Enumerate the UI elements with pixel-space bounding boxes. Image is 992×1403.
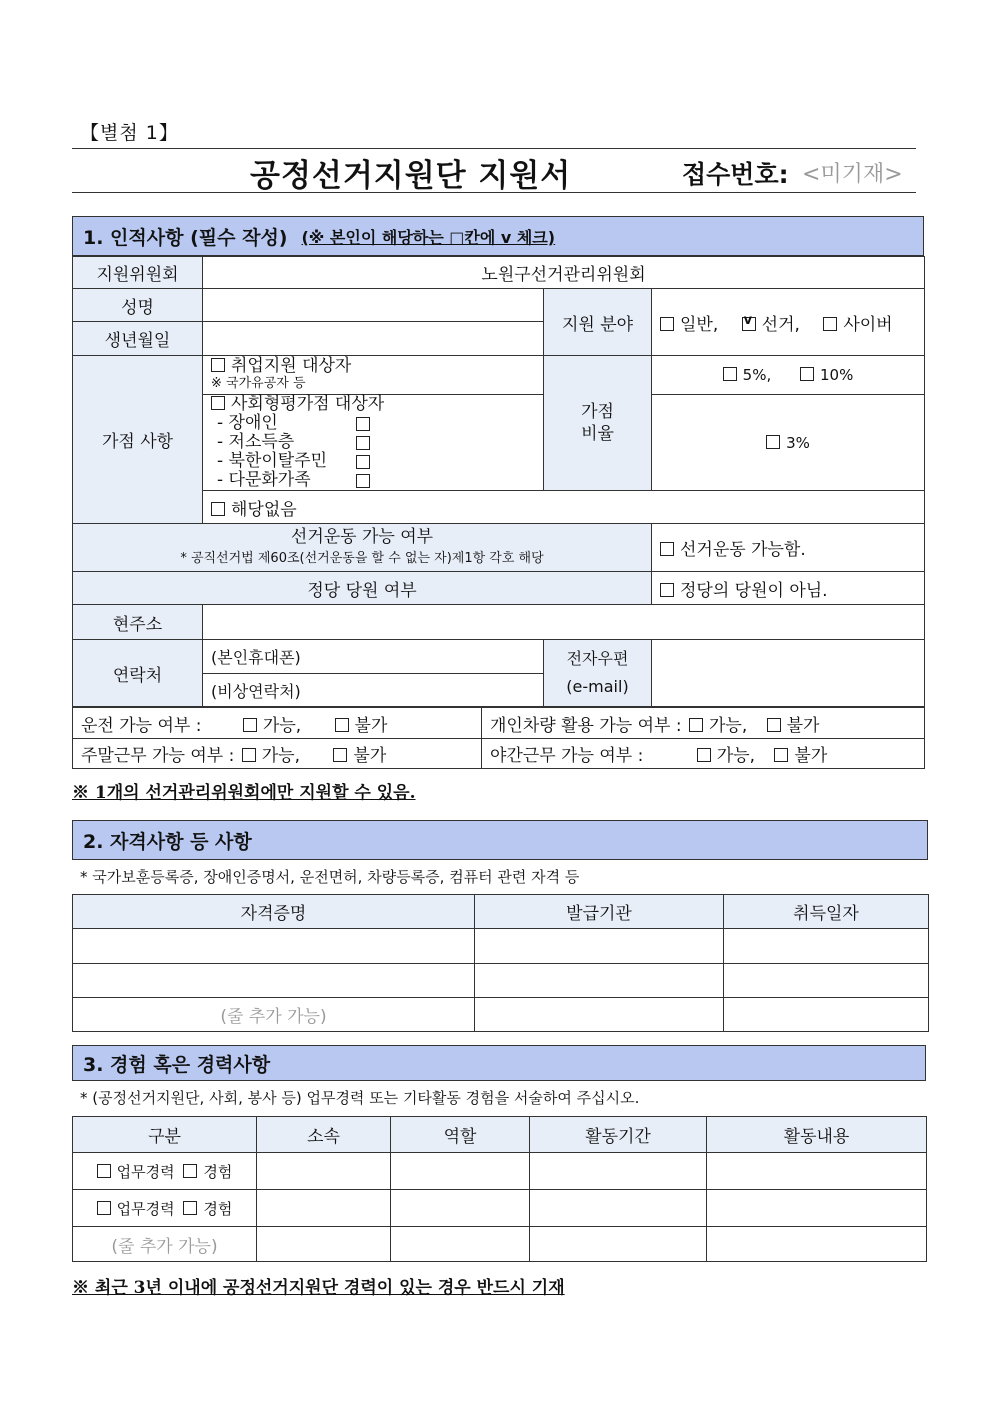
bonus-job-note: ※ 국가유공자 등 <box>211 376 306 391</box>
section2-title: 2. 자격사항 등 사항 <box>83 830 252 853</box>
birth-input[interactable] <box>203 322 544 356</box>
date-col-header: 취득일자 <box>724 895 929 929</box>
header-bottom-rule <box>72 192 916 193</box>
night-yes[interactable]: 가능, <box>697 741 755 766</box>
section1-subtitle: (※ 본인이 해당하는 □칸에 v 체크) <box>301 227 556 247</box>
address-input[interactable] <box>203 605 925 640</box>
bonus-social-item[interactable]: - 장애인 <box>211 414 535 433</box>
checkbox-icon[interactable] <box>183 1164 197 1178</box>
section2-hint: * 국가보훈등록증, 장애인증명서, 운전면허, 차량등록증, 컴퓨터 관련 자격 등 <box>80 868 580 886</box>
party-label: 정당 당원 여부 <box>73 572 652 605</box>
personal-info-table <box>72 256 925 707</box>
checkbox-icon[interactable] <box>242 748 256 762</box>
checkbox-icon[interactable] <box>660 317 674 331</box>
checkbox-icon[interactable] <box>823 317 837 331</box>
content-input[interactable] <box>707 1190 927 1227</box>
night-label: 야간근무 가능 여부 : <box>490 746 644 766</box>
car-cell <box>482 708 925 739</box>
phone-input[interactable]: (본인휴대폰) <box>203 640 544 674</box>
period-col-header: 활동기간 <box>530 1117 707 1153</box>
rate-option-10[interactable]: 10% <box>800 366 853 384</box>
table-row <box>73 1153 927 1190</box>
weekend-yes[interactable]: 가능, <box>242 741 300 766</box>
contact-label: 연락처 <box>73 640 203 707</box>
committee-value[interactable]: 노원구선거관리위원회 <box>203 257 925 289</box>
bonus-job-option[interactable]: 취업지원 대상자 <box>211 358 535 375</box>
type-work-option[interactable]: 업무경력 <box>97 1161 175 1182</box>
car-no[interactable]: 불가 <box>767 711 820 736</box>
weekend-no[interactable]: 불가 <box>333 741 386 766</box>
type-col-header: 구분 <box>73 1117 257 1153</box>
section3-title: 3. 경험 혹은 경력사항 <box>83 1053 271 1076</box>
issuer-input[interactable] <box>475 964 724 998</box>
checkbox-icon[interactable] <box>660 583 674 597</box>
field-option-cyber[interactable]: 사이버 <box>823 310 892 335</box>
checkbox-icon[interactable] <box>211 502 225 516</box>
org-input[interactable] <box>257 1153 391 1190</box>
checkbox-icon[interactable] <box>333 748 347 762</box>
drive-label: 운전 가능 여부 : <box>81 715 202 736</box>
checkbox-icon[interactable] <box>335 718 349 732</box>
checkbox-icon[interactable] <box>183 1201 197 1215</box>
campaign-option[interactable]: 선거운동 가능함. <box>652 524 925 572</box>
rate-option-3[interactable]: 3% <box>652 395 925 491</box>
checkbox-icon[interactable] <box>243 718 257 732</box>
drive-yes[interactable]: 가능, <box>243 711 301 736</box>
content-input[interactable] <box>707 1227 927 1262</box>
night-cell <box>482 739 925 769</box>
bonus-social-item[interactable]: - 저소득층 <box>211 433 535 452</box>
availability-table <box>72 707 925 769</box>
bonus-job-cell <box>203 356 544 395</box>
checkbox-icon[interactable] <box>356 417 370 431</box>
qualification-col-header: 자격증명 <box>73 895 475 929</box>
checkbox-icon[interactable] <box>211 396 225 410</box>
experience-table <box>72 1116 927 1262</box>
note-single-committee: ※ 1개의 선거관리위원회에만 지원할 수 있음. <box>72 783 416 803</box>
field-options <box>652 289 925 356</box>
checkbox-icon[interactable] <box>660 542 674 556</box>
checkbox-icon[interactable] <box>766 435 780 449</box>
checkbox-icon[interactable] <box>356 455 370 469</box>
section1-title: 1. 인적사항 (필수 작성) <box>83 226 288 249</box>
field-option-general[interactable]: 일반, <box>660 310 718 335</box>
type-cell <box>73 1190 257 1227</box>
period-input[interactable] <box>530 1153 707 1190</box>
address-label: 현주소 <box>73 605 203 640</box>
bonus-rate-options <box>652 356 925 395</box>
bonus-social-item[interactable]: - 다문화가족 <box>211 471 535 490</box>
role-input[interactable] <box>391 1153 530 1190</box>
content-col-header: 활동내용 <box>707 1117 927 1153</box>
name-label: 성명 <box>73 289 203 322</box>
receipt-value: <미기재> <box>802 162 903 187</box>
night-no[interactable]: 불가 <box>774 741 827 766</box>
emergency-input[interactable]: (비상연락처) <box>203 674 544 707</box>
section3-hint: * (공정선거지원단, 사회, 봉사 등) 업무경력 또는 기타활동 경험을 서술하여 주십시오. <box>80 1089 640 1107</box>
checkbox-icon[interactable] <box>211 358 225 372</box>
qualification-input[interactable] <box>73 964 475 998</box>
bonus-social-item[interactable]: - 북한이탈주민 <box>211 452 535 471</box>
type-exp-option[interactable]: 경험 <box>183 1198 232 1219</box>
campaign-label: 선거운동 가능 여부 <box>290 526 434 547</box>
checkbox-icon[interactable] <box>356 436 370 450</box>
org-input[interactable] <box>257 1190 391 1227</box>
checkbox-icon[interactable] <box>697 748 711 762</box>
attachment-label: 【별첨 1】 <box>80 122 179 144</box>
role-input[interactable] <box>391 1227 530 1262</box>
date-input[interactable] <box>724 998 929 1032</box>
header-top-rule <box>72 148 916 149</box>
note-recent-experience: ※ 최근 3년 이내에 공정선거지원단 경력이 있는 경우 반드시 기재 <box>72 1278 565 1298</box>
checkbox-icon[interactable] <box>97 1164 111 1178</box>
field-label: 지원 분야 <box>544 289 652 356</box>
committee-label: 지원위원회 <box>73 257 203 289</box>
org-col-header: 소속 <box>257 1117 391 1153</box>
role-input[interactable] <box>391 1190 530 1227</box>
rate-option-5[interactable]: 5%, <box>723 366 772 384</box>
qualification-table <box>72 894 929 1032</box>
add-row-hint[interactable]: (줄 추가 가능) <box>73 1227 257 1262</box>
checkbox-icon[interactable] <box>774 748 788 762</box>
issuer-col-header: 발급기관 <box>475 895 724 929</box>
checkbox-icon[interactable] <box>800 367 814 381</box>
table-row <box>73 1227 927 1262</box>
add-row-hint[interactable]: (줄 추가 가능) <box>73 998 475 1032</box>
bonus-rate-label: 가점 비율 <box>544 356 652 491</box>
email-input[interactable] <box>652 640 925 707</box>
period-input[interactable] <box>530 1190 707 1227</box>
date-input[interactable] <box>724 929 929 964</box>
checkbox-icon[interactable] <box>97 1201 111 1215</box>
field-option-election[interactable]: v 선거, <box>742 310 800 335</box>
section1-header <box>72 216 924 256</box>
type-exp-option[interactable]: 경험 <box>183 1161 232 1182</box>
drive-cell <box>73 708 482 739</box>
weekend-cell <box>73 739 482 769</box>
checkbox-icon[interactable] <box>767 718 781 732</box>
receipt-label: 접수번호: <box>682 160 789 189</box>
qualification-input[interactable] <box>73 929 475 964</box>
drive-no[interactable]: 불가 <box>335 711 388 736</box>
checked-checkbox-icon[interactable] <box>742 317 756 331</box>
bonus-social-option[interactable]: 사회형평가점 대상자 <box>211 395 535 414</box>
section2-header <box>72 820 928 860</box>
email-label: 전자우편 (e-mail) <box>544 640 652 707</box>
birth-label: 생년월일 <box>73 322 203 356</box>
table-row <box>73 929 929 964</box>
checkbox-icon[interactable] <box>723 367 737 381</box>
page-title: 공정선거지원단 지원서 <box>250 158 572 194</box>
period-input[interactable] <box>530 1227 707 1262</box>
type-work-option[interactable]: 업무경력 <box>97 1198 175 1219</box>
issuer-input[interactable] <box>475 998 724 1032</box>
campaign-label-cell <box>73 524 652 572</box>
role-col-header: 역할 <box>391 1117 530 1153</box>
type-cell <box>73 1153 257 1190</box>
campaign-note: * 공직선거법 제60조(선거운동을 할 수 없는 자)제1항 각호 해당 <box>180 550 544 566</box>
section3-header <box>72 1045 926 1081</box>
party-option[interactable]: 정당의 당원이 아님. <box>652 572 925 605</box>
bonus-label: 가점 사항 <box>73 356 203 524</box>
content-input[interactable] <box>707 1153 927 1190</box>
name-input[interactable] <box>203 289 544 322</box>
weekend-label: 주말근무 가능 여부 : <box>81 746 235 766</box>
table-row <box>73 998 929 1032</box>
issuer-input[interactable] <box>475 929 724 964</box>
table-row <box>73 1190 927 1227</box>
car-label: 개인차량 활용 가능 여부 : <box>490 715 682 736</box>
checkbox-icon[interactable] <box>689 718 703 732</box>
bonus-social-cell <box>203 395 544 491</box>
car-yes[interactable]: 가능, <box>689 711 747 736</box>
checkbox-icon[interactable] <box>356 474 370 488</box>
org-input[interactable] <box>257 1227 391 1262</box>
table-row <box>73 964 929 998</box>
date-input[interactable] <box>724 964 929 998</box>
bonus-none-option[interactable]: 해당없음 <box>203 491 925 524</box>
